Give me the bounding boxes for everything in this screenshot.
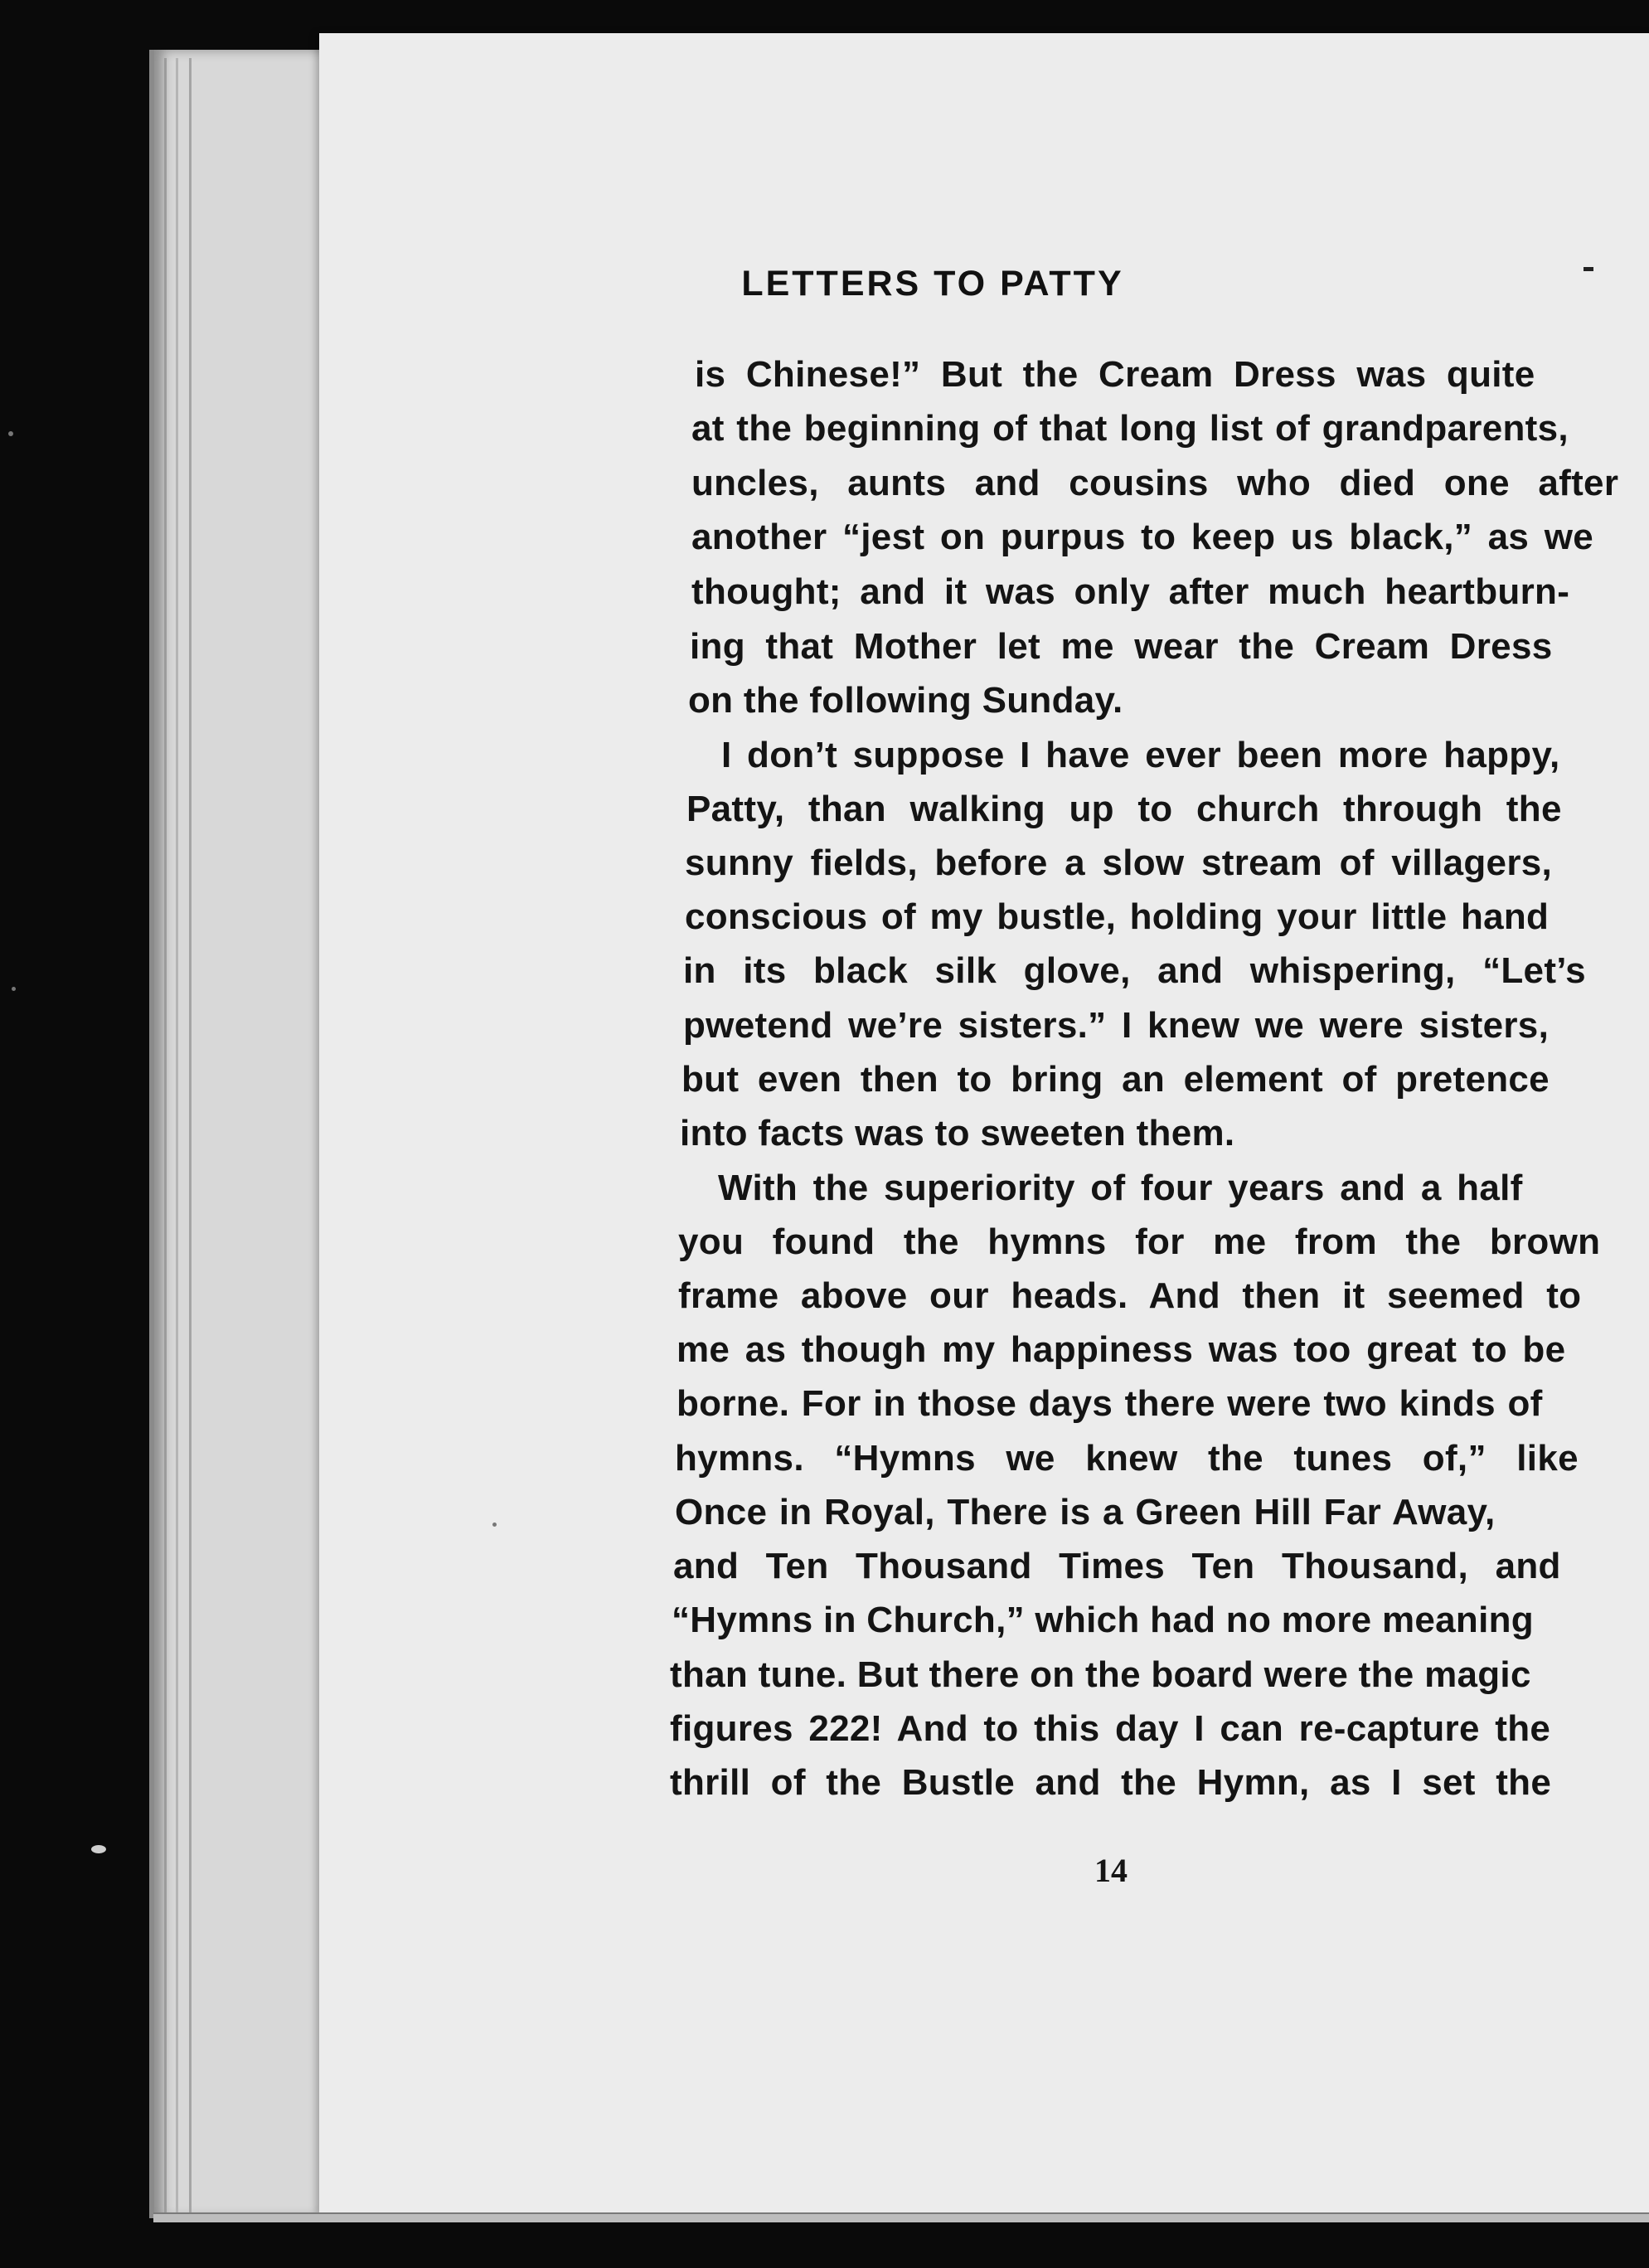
- text-line: into facts was to sweeten them.: [680, 1113, 1235, 1153]
- running-head: LETTERS TO PATTY: [741, 264, 1124, 304]
- text-line: Patty, than walking up to church through the: [686, 789, 1562, 829]
- scan-speck: [492, 1523, 497, 1527]
- text-line: conscious of my bustle, holding your little hand: [685, 896, 1550, 937]
- text-line: in its black silk glove, and whispering, “Let’s: [683, 950, 1586, 991]
- text-line: me as though my happiness was too great to be: [677, 1329, 1566, 1370]
- text-line: hymns. “Hymns we knew the tunes of,” like: [675, 1438, 1579, 1479]
- text-line: ing that Mother let me wear the Cream Dress: [690, 626, 1553, 667]
- text-line: With the superiority of four years and a half: [718, 1168, 1523, 1208]
- text-line: Once in Royal, There is a Green Hill Far Away,: [675, 1492, 1496, 1532]
- text-line: sunny fields, before a slow stream of villagers,: [685, 843, 1553, 883]
- text-line: thrill of the Bustle and the Hymn, as I set the: [670, 1762, 1552, 1803]
- text-line: uncles, aunts and cousins who died one after: [691, 463, 1619, 503]
- text-line: I don’t suppose I have ever been more happy,: [721, 735, 1560, 775]
- text-line: than tune. But there on the board were the magic: [670, 1654, 1531, 1695]
- text-line: is Chinese!” But the Cream Dress was quite: [695, 354, 1535, 395]
- text-line: and Ten Thousand Times Ten Thousand, and: [673, 1546, 1561, 1586]
- text-line: figures 222! And to this day I can re-capture the: [670, 1708, 1551, 1749]
- page-number: 14: [1094, 1852, 1128, 1889]
- text-line: thought; and it was only after much heartburn-: [691, 571, 1570, 612]
- text-line: at the beginning of that long list of grandparents,: [691, 408, 1569, 449]
- text-line: frame above our heads. And then it seemed to: [678, 1275, 1582, 1316]
- scan-speck: [8, 431, 13, 436]
- text-line: pwetend we’re sisters.” I knew we were sisters,: [683, 1005, 1550, 1046]
- text-line: borne. For in those days there were two kinds of: [677, 1383, 1543, 1424]
- scan-speck: [12, 987, 16, 991]
- text-line: on the following Sunday.: [688, 680, 1123, 721]
- text-line: another “jest on purpus to keep us black,” as we: [691, 517, 1593, 557]
- scan-speck: [91, 1845, 106, 1853]
- text-line: you found the hymns for me from the brown: [678, 1221, 1601, 1262]
- text-line: “Hymns in Church,” which had no more meaning: [672, 1600, 1534, 1640]
- text-line: but even then to bring an element of pretence: [681, 1059, 1550, 1100]
